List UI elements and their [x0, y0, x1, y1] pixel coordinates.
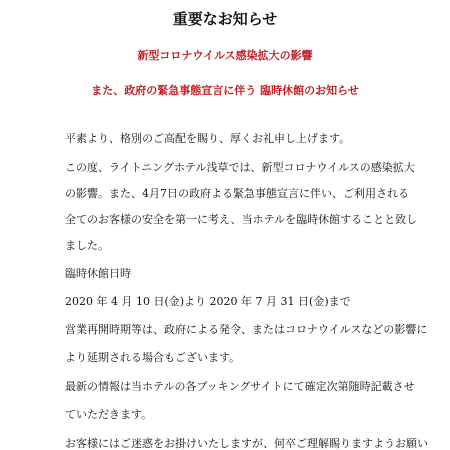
- headline-covid-impact: 新型コロナウイルス感染拡大の影響: [137, 49, 313, 62]
- body-line: 全てのお客様の安全を第一に考え、当ホテルを臨時休館することと致し: [65, 213, 418, 226]
- body-line: お客様にはご迷惑をお掛けいたしますが、何卒ご理解賜りますようお願い: [65, 437, 428, 450]
- body-line-greeting: 平素より、格別のご高配を賜り、厚くお礼申し上げます。: [65, 132, 351, 145]
- body-line: 最新の情報は当ホテルの各ブッキングサイトにて確定次第随時記載させ: [65, 380, 415, 393]
- body-line: の影響。また、4月7日の政府よる緊急事態宣言に伴い、ご利用される: [65, 187, 409, 200]
- closure-dates: 2020 年 4 月 10 日(金)より 2020 年 7 月 31 日(金)まで: [65, 295, 351, 308]
- body-line: より延期される場合もございます。: [65, 351, 241, 364]
- body-line: ました。: [65, 239, 109, 252]
- headline-temporary-closure: また、政府の緊急事態宣言に伴う 臨時休館のお知らせ: [91, 84, 359, 97]
- body-line: 営業再開時期等は、政府による発令、またはコロナウイルスなどの影響に: [65, 323, 428, 336]
- notice-title: 重要なお知らせ: [172, 10, 278, 28]
- body-line: ていただきます。: [65, 408, 153, 421]
- body-line: この度、ライトニングホテル浅草では、新型コロナウイルスの感染拡大: [65, 161, 415, 174]
- closure-period-heading: 臨時休館日時: [65, 267, 131, 280]
